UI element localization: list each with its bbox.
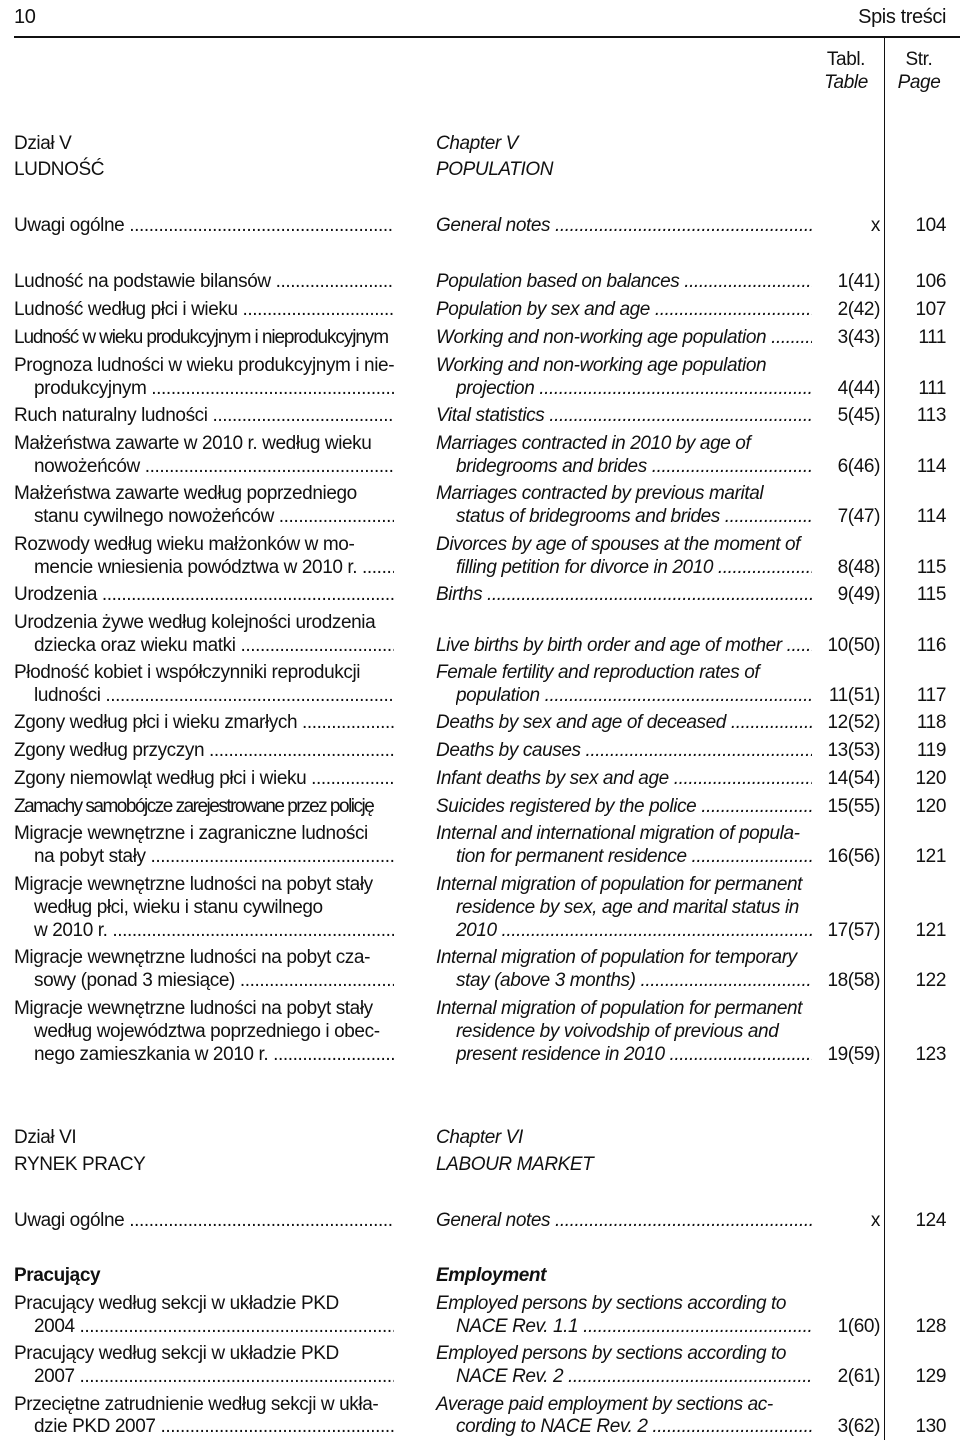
toc-entry-pl-line2[interactable]: sowy (ponad 3 miesiące) .....	[34, 969, 394, 992]
header-rule	[14, 36, 960, 38]
toc-entry-pl[interactable]: Zgony niemowląt według płci i wieku .....	[14, 767, 394, 790]
table-number: 6(46)	[837, 456, 880, 477]
toc-entry-en[interactable]: Deaths by causes .....	[436, 739, 812, 762]
page-reference[interactable]: 121	[915, 920, 946, 941]
table-number: 17(57)	[827, 920, 880, 941]
toc-entry-pl-line2[interactable]: 2007 .....	[34, 1365, 394, 1388]
page-reference[interactable]: 114	[916, 506, 946, 527]
table-number: 10(50)	[827, 635, 880, 656]
toc-entry-en-line1[interactable]: Average paid employment by sections ac-	[436, 1394, 773, 1415]
chapter-label-pl: Dział VI	[14, 1127, 77, 1148]
toc-entry-pl-line1[interactable]: Prognoza ludności w wieku produkcyjnym i nie-	[14, 355, 395, 376]
page-reference[interactable]: 118	[916, 712, 946, 733]
table-number: 19(59)	[827, 1044, 880, 1065]
toc-entry-en-line2[interactable]: stay (above 3 months) .....	[456, 969, 812, 992]
toc-entry-en[interactable]: Live births by birth order and age of mother .....	[436, 634, 812, 657]
page-reference[interactable]: 119	[916, 740, 946, 761]
table-number: 8(48)	[837, 557, 880, 578]
toc-entry-en-line2[interactable]: residence by sex, age and marital status in	[456, 897, 799, 918]
toc-entry-en-line2[interactable]: status of bridegrooms and brides .....	[456, 505, 812, 528]
page-reference[interactable]: 117	[916, 685, 946, 706]
column-header-table-pl: Tabl.	[826, 49, 866, 70]
toc-entry-pl-line1[interactable]: Migracje wewnętrzne i zagraniczne ludności	[14, 823, 368, 844]
toc-entry-en-line2[interactable]: cording to NACE Rev. 2 .....	[456, 1415, 812, 1438]
toc-entry-pl[interactable]: Uwagi ogólne .....	[14, 1209, 394, 1232]
toc-entry-en-line1[interactable]: Employed persons by sections according to	[436, 1293, 787, 1314]
toc-entry-pl[interactable]: Zgony według płci i wieku zmarłych .....	[14, 711, 394, 734]
toc-entry-en[interactable]: Population based on balances .....	[436, 270, 812, 293]
toc-entry-pl-line1[interactable]: Migracje wewnętrzne ludności na pobyt stały	[14, 998, 373, 1019]
page-reference[interactable]: 124	[915, 1210, 946, 1231]
page-reference[interactable]: 106	[915, 271, 946, 292]
toc-entry-en-line1[interactable]: Female fertility and reproduction rates of	[436, 662, 760, 683]
page-reference[interactable]: 104	[915, 215, 946, 236]
toc-entry-pl-line1[interactable]: Migracje wewnętrzne ludności na pobyt stały	[14, 874, 373, 895]
toc-entry-en-line1[interactable]: Internal migration of population for permanent	[436, 998, 803, 1019]
toc-entry-en-line1[interactable]: Internal and international migration of popula-	[436, 823, 800, 844]
table-number: 3(62)	[837, 1416, 880, 1437]
section-heading-pl: Pracujący	[14, 1265, 101, 1286]
table-number: 11(51)	[828, 685, 880, 706]
toc-entry-en-line1[interactable]: Internal migration of population for temporary	[436, 947, 797, 968]
table-number: 9(49)	[837, 584, 880, 605]
column-header-page-pl: Str.	[905, 49, 933, 70]
toc-entry-en[interactable]: General notes .....	[436, 214, 812, 237]
toc-entry-en-line1[interactable]: Working and non-working age population	[436, 355, 767, 376]
toc-entry-pl-line2[interactable]: nowożeńców .....	[34, 455, 394, 478]
toc-entry-en[interactable]: Infant deaths by sex and age .....	[436, 767, 812, 790]
page-reference[interactable]: 107	[915, 299, 946, 320]
toc-entry-en[interactable]: Population by sex and age .....	[436, 298, 812, 321]
column-header-page	[884, 48, 954, 94]
toc-entry-pl-line1[interactable]: Pracujący według sekcji w układzie PKD	[14, 1343, 339, 1364]
toc-entry-en-line3[interactable]: present residence in 2010 .....	[456, 1043, 812, 1066]
toc-entry-en[interactable]: Vital statistics .....	[436, 404, 812, 427]
chapter-label-en: Chapter VI	[436, 1127, 523, 1148]
table-number: 12(52)	[827, 712, 880, 733]
table-number: 14(54)	[827, 768, 880, 789]
toc-entry-pl-line3[interactable]: nego zamieszkania w 2010 r. .....	[34, 1043, 394, 1066]
page-reference[interactable]: 111	[918, 327, 946, 348]
table-number: 15(55)	[827, 796, 880, 817]
chapter-label-pl: Dział V	[14, 133, 72, 154]
chapter-title-en: POPULATION	[436, 159, 554, 180]
table-number: 4(44)	[837, 378, 880, 399]
toc-entry-en-line2[interactable]: bridegrooms and brides .....	[456, 455, 812, 478]
toc-entry-pl-line2[interactable]: stanu cywilnego nowożeńców .....	[34, 505, 394, 528]
column-header-table-en: Table	[824, 72, 868, 93]
toc-entry-pl[interactable]: Zgony według przyczyn .....	[14, 739, 394, 762]
page-number: 10	[14, 6, 36, 28]
toc-entry-pl[interactable]: Ruch naturalny ludności .....	[14, 404, 394, 427]
toc-entry-en-line3[interactable]: 2010 .....	[456, 919, 812, 942]
toc-entry-pl-line2[interactable]: dzie PKD 2007 .....	[34, 1415, 394, 1438]
table-number: 5(45)	[837, 405, 880, 426]
page-reference[interactable]: 128	[915, 1316, 946, 1337]
toc-entry-pl-line2[interactable]: ludności .....	[34, 684, 394, 707]
toc-entry-en-line1[interactable]: Divorces by age of spouses at the moment of	[436, 534, 801, 555]
toc-entry-en-line1[interactable]: Employed persons by sections according to	[436, 1343, 787, 1364]
toc-entry-pl[interactable]: Ludność według płci i wieku .....	[14, 298, 394, 321]
toc-entry-en-line2[interactable]: projection .....	[456, 377, 812, 400]
toc-entry-pl-line1[interactable]: Urodzenia żywe według kolejności urodzenia	[14, 612, 376, 633]
toc-entry-en-line1[interactable]: Internal migration of population for permanent	[436, 874, 803, 895]
toc-entry-pl-line1[interactable]: Małżeństwa zawarte według poprzedniego	[14, 483, 357, 504]
page-reference[interactable]: 123	[915, 1044, 946, 1065]
toc-entry-en-line2[interactable]: NACE Rev. 2 .....	[456, 1365, 812, 1388]
table-number: 1(41)	[837, 271, 880, 292]
toc-entry-pl-line1[interactable]: Małżeństwa zawarte w 2010 r. według wieku	[14, 433, 372, 454]
toc-entry-pl[interactable]: Urodzenia .....	[14, 583, 394, 606]
toc-entry-pl-line1[interactable]: Migracje wewnętrzne ludności na pobyt cza-	[14, 947, 370, 968]
page-reference[interactable]: 130	[915, 1416, 946, 1437]
page-reference[interactable]: 129	[915, 1366, 946, 1387]
page-reference[interactable]: 113	[916, 405, 946, 426]
toc-entry-pl-line1[interactable]: Rozwody według wieku małżonków w mo-	[14, 534, 355, 555]
table-number: 1(60)	[837, 1316, 880, 1337]
table-number: 18(58)	[827, 970, 880, 991]
page-reference[interactable]: 115	[916, 557, 946, 578]
toc-entry-pl-line3[interactable]: w 2010 r. .....	[34, 919, 394, 942]
table-number: x	[870, 1210, 880, 1231]
section-heading-en: Employment	[436, 1265, 547, 1286]
toc-entry-pl-line2[interactable]: według płci, wieku i stanu cywilnego	[34, 897, 323, 918]
running-title: Spis treści	[858, 6, 946, 28]
running-header	[14, 2, 946, 32]
chapter-title-pl: RYNEK PRACY	[14, 1154, 146, 1175]
page-reference[interactable]: 115	[916, 584, 946, 605]
page-reference[interactable]: 114	[916, 456, 946, 477]
toc-entry-en[interactable]: Deaths by sex and age of deceased .....	[436, 711, 812, 734]
chapter-label-en: Chapter V	[436, 133, 518, 154]
toc-entry-en[interactable]: General notes .....	[436, 1209, 812, 1232]
toc-entry-en-line2[interactable]: NACE Rev. 1.1 .....	[456, 1315, 812, 1338]
table-number: 3(43)	[837, 327, 880, 348]
page-reference[interactable]: 111	[918, 378, 946, 399]
page-reference[interactable]: 116	[916, 635, 946, 656]
toc-entry-en-line2[interactable]: population .....	[456, 684, 812, 707]
toc-entry-pl-line2[interactable]: dziecka oraz wieku matki .....	[34, 634, 394, 657]
table-number: x	[870, 215, 880, 236]
toc-entry-en[interactable]: Births .....	[436, 583, 812, 606]
toc-entry-en[interactable]: Suicides registered by the police .....	[436, 795, 812, 818]
table-number: 7(47)	[837, 506, 880, 527]
toc-entry-pl-line2[interactable]: na pobyt stały .....	[34, 845, 394, 868]
page-reference[interactable]: 120	[915, 796, 946, 817]
toc-entry-pl[interactable]: Ludność w wieku produkcyjnym i nieprodukcyjnym	[14, 327, 388, 348]
toc-entry-en-line1[interactable]: Marriages contracted in 2010 by age of	[436, 433, 751, 454]
toc-entry-pl-line2[interactable]: mencie wniesienia powództwa w 2010 r. .....	[34, 556, 394, 579]
toc-entry-en[interactable]: Working and non-working age population .....	[436, 326, 812, 349]
toc-entry-pl[interactable]: Uwagi ogólne .....	[14, 214, 394, 237]
toc-entry-pl-line2[interactable]: według województwa poprzedniego i obec-	[34, 1021, 380, 1042]
table-number: 2(42)	[837, 299, 880, 320]
toc-entry-pl-line2[interactable]: 2004 .....	[34, 1315, 394, 1338]
toc-entry-en-line2[interactable]: filling petition for divorce in 2010 .....	[456, 556, 812, 579]
toc-entry-en-line2[interactable]: residence by voivodship of previous and	[456, 1021, 779, 1042]
column-header-table	[808, 48, 884, 94]
chapter-title-pl: LUDNOŚĆ	[14, 159, 105, 180]
page-reference[interactable]: 120	[915, 768, 946, 789]
page-reference[interactable]: 122	[915, 970, 946, 991]
table-number: 2(61)	[837, 1366, 880, 1387]
toc-entry-pl[interactable]: Zamachy samobójcze zarejestrowane przez policję	[14, 796, 374, 817]
toc-entry-pl-line1[interactable]: Płodność kobiet i współczynniki reprodukcji	[14, 662, 361, 683]
column-header-page-en: Page	[897, 72, 941, 93]
toc-entry-en-line1[interactable]: Marriages contracted by previous marital	[436, 483, 764, 504]
page-reference[interactable]: 121	[915, 846, 946, 867]
chapter-title-en: LABOUR MARKET	[436, 1154, 594, 1175]
toc-entry-pl-line2[interactable]: produkcyjnym .....	[34, 377, 394, 400]
toc-entry-pl-line1[interactable]: Przeciętne zatrudnienie według sekcji w ukła-	[14, 1394, 379, 1415]
table-number: 16(56)	[827, 846, 880, 867]
table-number: 13(53)	[827, 740, 880, 761]
toc-entry-pl[interactable]: Ludność na podstawie bilansów .....	[14, 270, 394, 293]
toc-entry-en-line2[interactable]: tion for permanent residence .....	[456, 845, 812, 868]
toc-entry-pl-line1[interactable]: Pracujący według sekcji w układzie PKD	[14, 1293, 339, 1314]
